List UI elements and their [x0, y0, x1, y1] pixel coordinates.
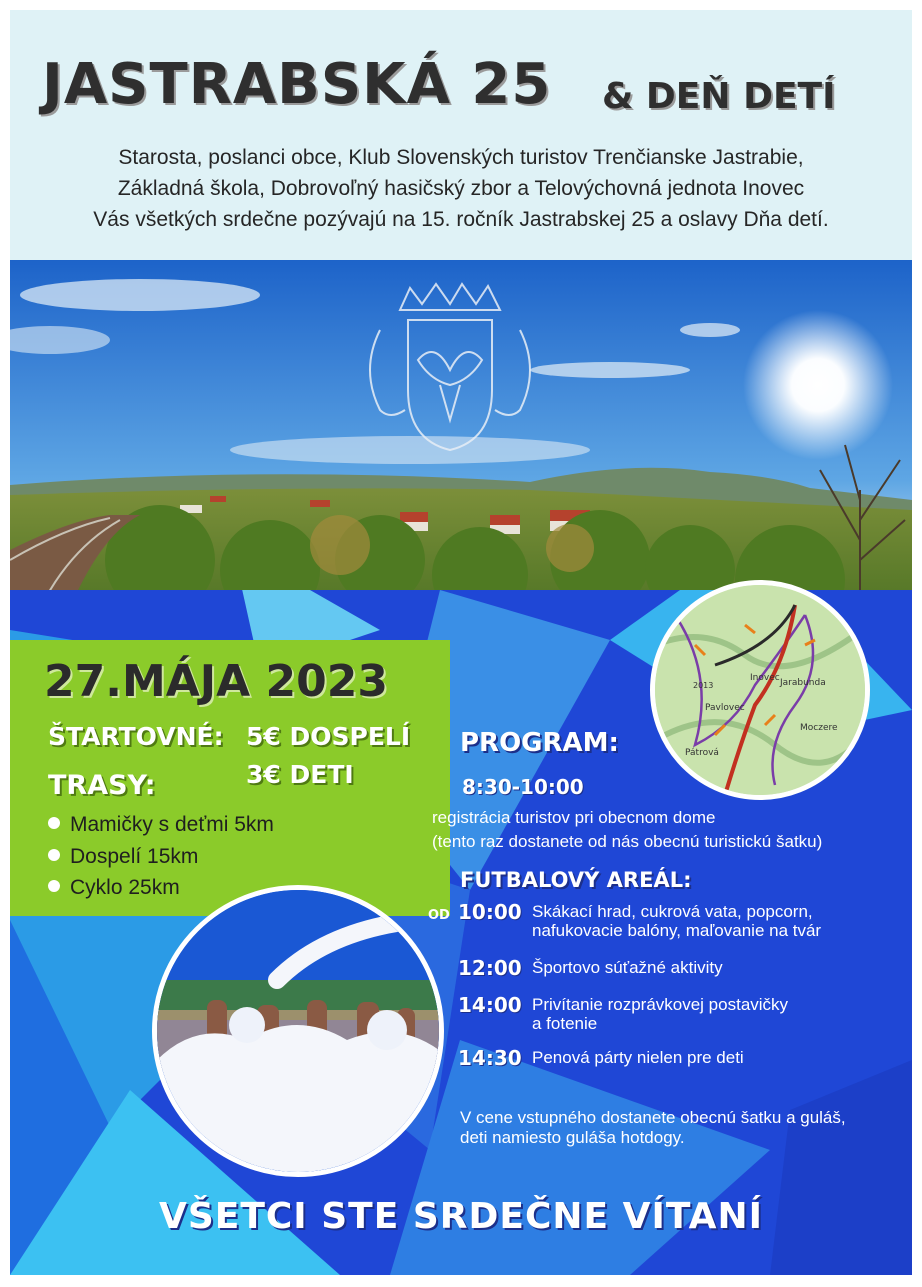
event-date: 27.MÁJA 2023	[44, 656, 388, 707]
bullet-dot-icon	[48, 880, 60, 892]
program-time: 14:30	[458, 1046, 522, 1070]
map-label: Moczere	[800, 723, 838, 733]
program-note: deti namiesto guláša hotdogy.	[460, 1128, 685, 1147]
program-text: a fotenie	[532, 1014, 598, 1033]
program-note: V cene vstupného dostanete obecnú šatku a guláš,	[460, 1108, 846, 1127]
map-label: Inovec	[750, 673, 780, 683]
route-item: Mamičky s deťmi 5km	[48, 813, 274, 837]
program-text: nafukovacie balóny, maľovanie na tvár	[532, 921, 822, 940]
map-label: Pátrová	[685, 748, 719, 758]
program-time: 10:00	[458, 900, 522, 924]
map-year-label: 2013	[693, 681, 714, 690]
foam-party-photo	[152, 885, 444, 1177]
registration-text: registrácia turistov pri obecnom dome	[432, 808, 716, 827]
fee-children: 3€ DETI	[246, 760, 354, 789]
fee-adults: 5€ DOSPELÍ	[246, 722, 411, 751]
bullet-dot-icon	[48, 849, 60, 861]
program-text: Penová párty nielen pre deti	[532, 1048, 744, 1067]
poster-title-suffix: & DEŇ DETÍ	[602, 76, 836, 117]
fee-label: ŠTARTOVNÉ:	[48, 722, 224, 751]
program-time: 14:00	[458, 993, 522, 1017]
route-map	[650, 580, 870, 800]
program-text: Privítanie rozprávkovej postavičky	[532, 995, 789, 1014]
map-label: Pavlovec	[705, 703, 745, 713]
bullet-dot-icon	[48, 817, 60, 829]
route-item: Dospelí 15km	[48, 845, 198, 869]
program-text: Športovo súťažné aktivity	[532, 958, 723, 977]
map-label: Jarabunda	[780, 678, 826, 688]
intro-line-1: Starosta, poslanci obce, Klub Slovenských turistov Trenčianske Jastrabie,	[118, 146, 804, 169]
routes-label: TRASY:	[48, 770, 156, 801]
poster-title: JASTRABSKÁ 25	[42, 52, 552, 117]
route-item: Cyklo 25km	[48, 876, 180, 900]
registration-text: (tento raz dostanete od nás obecnú turistickú šatku)	[432, 832, 823, 851]
intro-line-2: Základná škola, Dobrovoľný hasičský zbor a Telovýchovná jednota Inovec	[117, 177, 805, 200]
registration-time: 8:30-10:00	[462, 775, 584, 799]
area-heading: FUTBALOVÝ AREÁL:	[460, 868, 692, 892]
program-text: Skákací hrad, cukrová vata, popcorn,	[532, 902, 813, 921]
program-time: 12:00	[458, 956, 522, 980]
intro-line-3: Vás všetkých srdečne pozývajú na 15. ročník Jastrabskej 25 a oslavy Dňa detí.	[93, 208, 829, 231]
program-heading: PROGRAM:	[460, 728, 619, 758]
od-label: OD	[428, 908, 450, 923]
welcome-footer: VŠETCI STE SRDEČNE VÍTANÍ	[158, 1196, 764, 1237]
